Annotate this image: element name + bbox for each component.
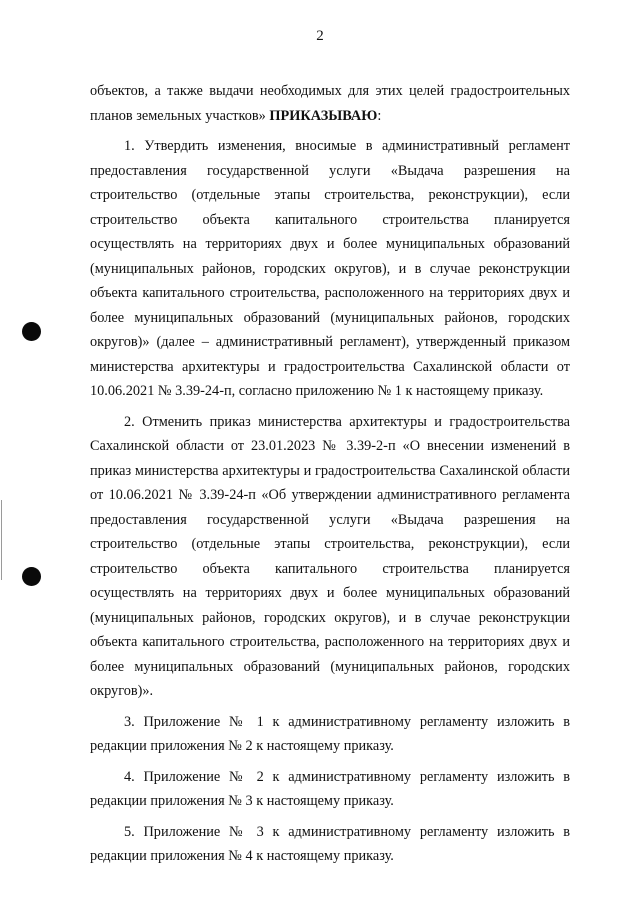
paragraph-item-3: 3. Приложение № 1 к административному регламенту изложить в редакции приложения № 2 к настоящему приказу. — [90, 713, 570, 754]
order-keyword-colon: : — [377, 107, 382, 124]
paragraph-item-4: 4. Приложение № 2 к административному регламенту изложить в редакции приложения № 3 к настоящему приказу. — [90, 768, 570, 809]
punch-hole-icon — [22, 567, 41, 586]
paragraph-item-1: 1. Утвердить изменения, вносимые в административный регламент предоставления государственной услуги «Выдача разрешения на строительство (отдельные этапы строительства, реконструкции), если строительство объекта капитального строительства планируется осуществлять на территориях двух и более муниципальных образований (муниципальных районов, городских округов), и в случае реконструкции объекта капитального строительства, расположенного на территориях двух и более муниципальных образований (муниципальных районов, городских округов)» (далее – административный регламент), утвержденный приказом министерства архитектуры и градостроительства Сахалинской области от 10.06.2021 № 3.39-24-п, согласно приложению № 1 к настоящему приказу. — [90, 138, 570, 399]
paragraph-item-2: 2. Отменить приказ министерства архитектуры и градостроительства Сахалинской области от 23.01.2023 № 3.39-2-п «О внесении изменений в приказ министерства архитектуры и градостроительства Сахалинской области от 10.06.2021 № 3.39-24-п «Об утверждении административного регламента предоставления государственной услуги «Выдача разрешения на строительство (отдельные этапы строительства, реконструкции), если строительство объекта капитального строительства планируется осуществлять на территориях двух и более муниципальных образований (муниципальных районов, городских округов), и в случае реконструкции объекта капитального строительства, расположенного на территориях двух и более муниципальных образований (муниципальных районов, городских округов)». — [90, 413, 570, 699]
page-number: 2 — [316, 28, 324, 44]
order-keyword: ПРИКАЗЫВАЮ — [265, 107, 378, 124]
scan-edge-line — [1, 500, 2, 580]
paragraph-intro — [90, 79, 570, 128]
paragraph-intro-text: объектов, а также выдачи необходимых для этих целей градостроительных планов земельных участков» — [90, 83, 570, 124]
punch-hole-icon — [22, 322, 41, 341]
document-body — [90, 79, 570, 875]
paragraph-item-5: 5. Приложение № 3 к административному регламенту изложить в редакции приложения № 4 к настоящему приказу. — [90, 823, 570, 864]
